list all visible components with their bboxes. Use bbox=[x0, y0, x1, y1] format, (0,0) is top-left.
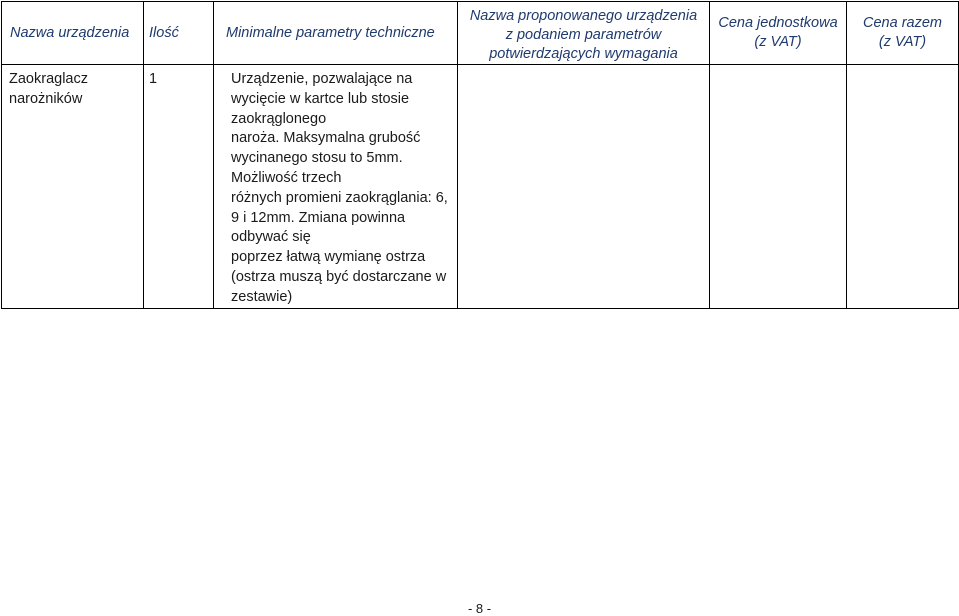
specification-table bbox=[1, 1, 959, 309]
header-total-price-line: Cena razem bbox=[863, 15, 942, 31]
header-unit-price-line: Cena jednostkowa bbox=[718, 15, 838, 31]
param-line: odbywać się bbox=[231, 229, 311, 246]
cell-proposed-device[interactable] bbox=[458, 65, 710, 309]
param-line: zaokrąglonego bbox=[231, 110, 327, 127]
cell-device-name bbox=[2, 65, 144, 309]
param-line: zestawie) bbox=[231, 288, 293, 305]
cell-min-params bbox=[214, 65, 458, 309]
header-unit-price-line: (z VAT) bbox=[754, 34, 802, 50]
param-line: naroża. Maksymalna grubość bbox=[231, 130, 421, 147]
header-device-name: Nazwa urządzenia bbox=[2, 2, 144, 65]
param-line: Urządzenie, pozwalające na bbox=[231, 71, 413, 87]
param-line: różnych promieni zaokrąglania: 6, bbox=[231, 189, 448, 206]
cell-quantity: 1 bbox=[144, 65, 214, 309]
header-proposed-device bbox=[458, 2, 710, 65]
header-proposed-device-line: Nazwa proponowanego urządzenia bbox=[469, 8, 698, 24]
page-number: - 8 - bbox=[467, 601, 492, 616]
header-quantity: Ilość bbox=[144, 2, 214, 65]
param-line: wycinanego stosu to 5mm. bbox=[231, 150, 403, 167]
param-line: 9 i 12mm. Zmiana powinna bbox=[231, 209, 406, 226]
table-header-row bbox=[2, 2, 959, 65]
param-line: (ostrza muszą być dostarczane w bbox=[231, 268, 447, 285]
header-total-price-line: (z VAT) bbox=[878, 34, 927, 50]
header-unit-price bbox=[710, 2, 847, 65]
table-row bbox=[2, 65, 959, 309]
device-name-line: Zaokraglacz bbox=[9, 71, 88, 87]
device-name-line: narożników bbox=[9, 90, 83, 107]
cell-unit-price[interactable] bbox=[710, 65, 847, 309]
header-proposed-device-line: z podaniem parametrów bbox=[505, 27, 662, 43]
param-line: wycięcie w kartce lub stosie bbox=[231, 90, 410, 107]
param-line: poprzez łatwą wymianę ostrza bbox=[231, 249, 426, 266]
header-total-price bbox=[847, 2, 959, 65]
header-min-params: Minimalne parametry techniczne bbox=[214, 2, 458, 65]
param-line: Możliwość trzech bbox=[231, 169, 342, 186]
header-proposed-device-line: potwierdzających wymagania bbox=[489, 46, 678, 62]
cell-total-price[interactable] bbox=[847, 65, 959, 309]
